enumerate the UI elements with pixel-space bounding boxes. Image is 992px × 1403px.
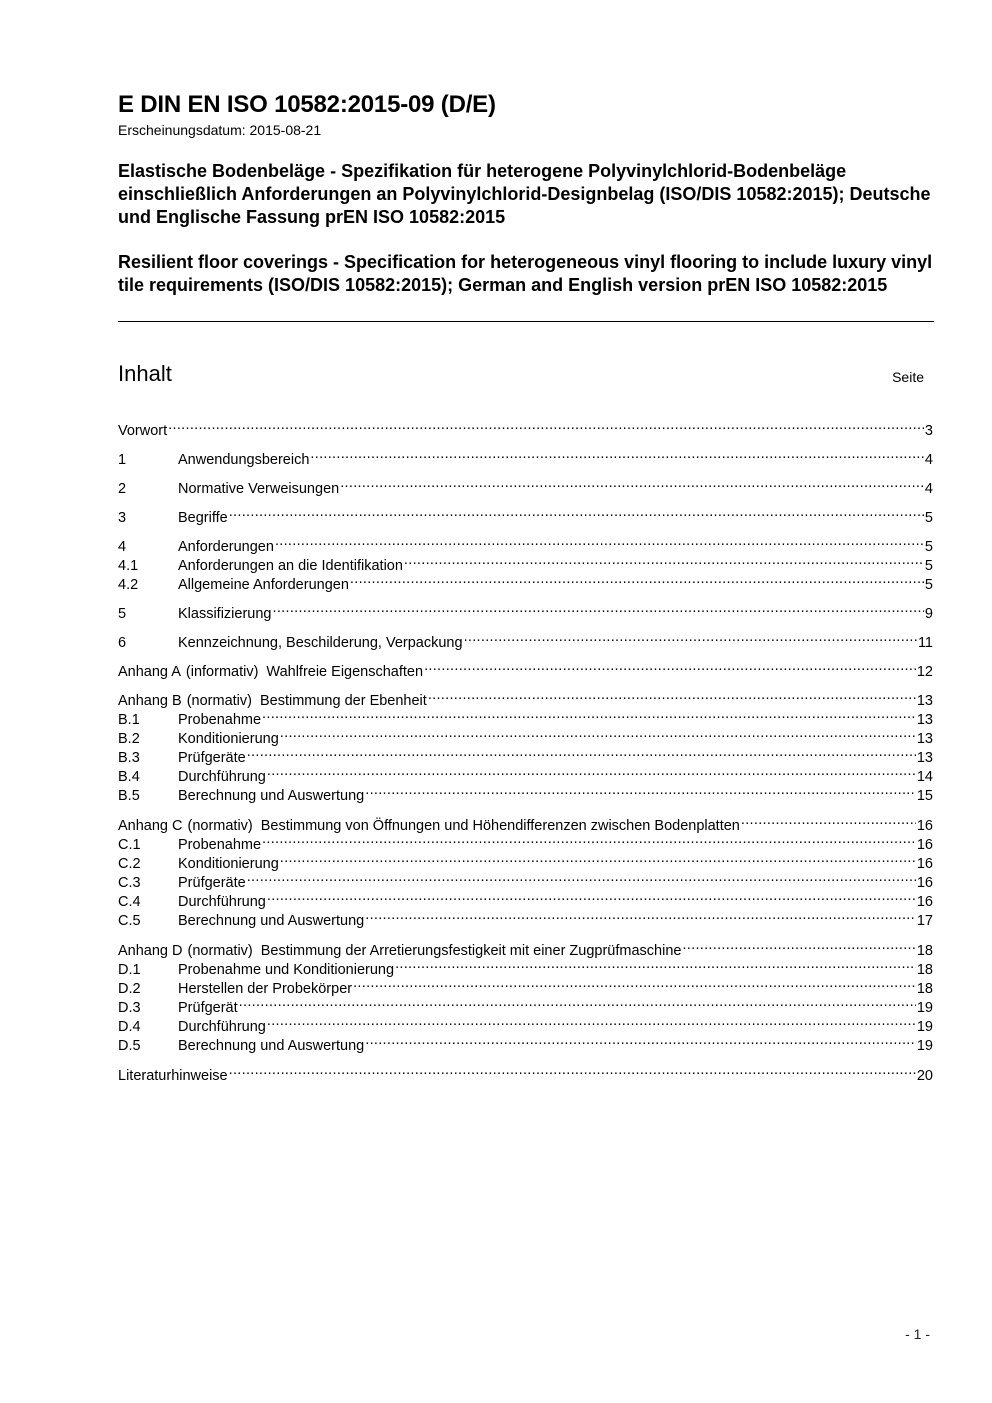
title-divider (118, 321, 934, 322)
toc-page-number: 3 (924, 423, 933, 439)
toc-section-number: 6 (118, 635, 127, 651)
toc-page-number: 9 (924, 606, 933, 622)
toc-annex-label: Anhang D (118, 943, 183, 959)
toc-entry[interactable] (118, 936, 933, 959)
title-english: Resilient floor coverings - Specification for heterogeneous vinyl flooring to include luxury vinyl tile requirements (ISO/DIS 10582:2015); German and English version prEN ISO 10582:2015 (118, 252, 933, 295)
toc-dot-leader (247, 743, 916, 762)
toc-entry[interactable] (118, 762, 933, 785)
toc-page-number: 18 (916, 981, 933, 997)
toc-section-number: B.4 (118, 769, 140, 785)
toc-section-title: Allgemeine Anforderungen (178, 577, 349, 593)
toc-annex-type: (normativ) (186, 693, 252, 709)
toc-section-number: 4.1 (118, 558, 139, 574)
toc-dot-leader (353, 974, 916, 993)
toc-section-number: 4.2 (118, 577, 139, 593)
toc-page-column-label: Seite (892, 369, 924, 385)
toc-entry[interactable] (118, 705, 933, 728)
toc-page-number: 13 (916, 731, 933, 747)
toc-page-number: 19 (916, 1000, 933, 1016)
toc-entry[interactable] (118, 781, 933, 804)
toc-page-number: 16 (916, 875, 933, 891)
toc-entry[interactable] (118, 955, 933, 978)
toc-dot-leader (262, 705, 916, 724)
toc-dot-leader (168, 416, 924, 435)
toc-section-title: Probenahme und Konditionierung (178, 962, 395, 978)
toc-entry[interactable] (118, 1061, 933, 1084)
toc-dot-leader (350, 570, 924, 589)
toc-dot-leader (229, 1061, 916, 1080)
toc-page-number: 5 (924, 558, 933, 574)
toc-section-title: Klassifizierung (178, 606, 272, 622)
toc-section-title: Begriffe (178, 510, 228, 526)
toc-page-number: 18 (916, 962, 933, 978)
toc-dot-leader (404, 551, 924, 570)
toc-section-title: Durchführung (178, 1019, 266, 1035)
toc-dot-leader (340, 474, 924, 493)
toc-section-title: Probenahme (178, 712, 262, 728)
toc-section-number: C.3 (118, 875, 141, 891)
toc-section-title: Prüfgerät (178, 1000, 238, 1016)
toc-dot-leader (267, 762, 916, 781)
toc-entry[interactable] (118, 474, 933, 497)
toc-section-title: Literaturhinweise (118, 1068, 228, 1084)
toc-section-title: Vorwort (118, 423, 168, 439)
toc-entry[interactable] (118, 599, 933, 622)
document-id: E DIN EN ISO 10582:2015-09 (D/E) (118, 91, 496, 118)
toc-page-number: 20 (916, 1068, 933, 1084)
toc-section-number: 4 (118, 539, 127, 555)
publication-date: Erscheinungsdatum: 2015-08-21 (118, 122, 322, 138)
toc-section-number: 1 (118, 452, 127, 468)
toc-section-title: Normative Verweisungen (178, 481, 340, 497)
toc-section-number: C.1 (118, 837, 141, 853)
toc-entry[interactable] (118, 849, 933, 872)
toc-entry[interactable] (118, 993, 933, 1016)
toc-section-title: Wahlfreie Eigenschaften (266, 664, 424, 680)
toc-section-title: Anforderungen an die Identifikation (178, 558, 403, 574)
toc-page-number: 4 (924, 481, 933, 497)
toc-section-number: 2 (118, 481, 127, 497)
toc-section-number: D.3 (118, 1000, 141, 1016)
toc-entry[interactable] (118, 743, 933, 766)
toc-section-title: Bestimmung der Ebenheit (259, 693, 427, 709)
toc-page-number: 15 (916, 788, 933, 804)
toc-entry[interactable] (118, 868, 933, 891)
toc-page-number: 5 (924, 539, 933, 555)
toc-dot-leader (229, 503, 924, 522)
toc-dot-leader (428, 686, 916, 705)
toc-section-title: Berechnung und Auswertung (178, 1038, 365, 1054)
toc-page-number: 13 (916, 750, 933, 766)
toc-section-title: Bestimmung von Öffnungen und Höhendifferenzen zwischen Bodenplatten (260, 818, 740, 834)
toc-section-number: D.5 (118, 1038, 141, 1054)
toc-section-number: C.2 (118, 856, 141, 872)
toc-section-title: Durchführung (178, 769, 266, 785)
toc-page-number: 5 (924, 577, 933, 593)
toc-section-number: 5 (118, 606, 127, 622)
toc-entry[interactable] (118, 974, 933, 997)
title-german: Elastische Bodenbeläge - Spezifikation für heterogene Polyvinylchlorid-Bodenbeläge einschließlich Anforderungen an Polyvinylchlorid-Designbelag (ISO/DIS 10582:2015); Deutsche und Englische Fassung prEN ISO 10582:2015 (118, 161, 931, 227)
toc-page-number: 19 (916, 1019, 933, 1035)
toc-page-number: 4 (924, 452, 933, 468)
toc-page-number: 19 (916, 1038, 933, 1054)
toc-section-title: Anwendungsbereich (178, 452, 310, 468)
toc-dot-leader (464, 628, 917, 647)
toc-annex-label: Anhang A (118, 664, 181, 680)
toc-section-title: Bestimmung der Arretierungsfestigkeit mit einer Zugprüfmaschine (260, 943, 682, 959)
toc-entry[interactable] (118, 811, 933, 834)
toc-section-number: C.4 (118, 894, 141, 910)
toc-entry[interactable] (118, 686, 933, 709)
toc-section-number: D.2 (118, 981, 141, 997)
toc-page-number: 16 (916, 818, 933, 834)
toc-section-number: 3 (118, 510, 127, 526)
toc-entry[interactable] (118, 532, 933, 555)
toc-section-title: Berechnung und Auswertung (178, 913, 365, 929)
toc-page-number: 13 (916, 712, 933, 728)
toc-page-number: 16 (916, 837, 933, 853)
toc-dot-leader (395, 955, 916, 974)
toc-dot-leader (273, 599, 924, 618)
toc-entry[interactable] (118, 416, 933, 439)
toc-entry[interactable] (118, 657, 933, 680)
toc-dot-leader (365, 781, 916, 800)
toc-dot-leader (682, 936, 915, 955)
toc-section-number: D.4 (118, 1019, 141, 1035)
toc-page-number: 12 (916, 664, 933, 680)
toc-dot-leader (741, 811, 916, 830)
toc-dot-leader (280, 724, 916, 743)
toc-section-title: Prüfgeräte (178, 750, 246, 766)
toc-entry[interactable] (118, 551, 933, 574)
toc-dot-leader (424, 657, 916, 676)
toc-section-number: B.3 (118, 750, 140, 766)
toc-page-number: 17 (916, 913, 933, 929)
toc-dot-leader (365, 1031, 916, 1050)
toc-dot-leader (247, 868, 916, 887)
toc-entry[interactable] (118, 830, 933, 853)
toc-section-title: Probenahme (178, 837, 262, 853)
toc-dot-leader (262, 830, 916, 849)
toc-section-number: C.5 (118, 913, 141, 929)
toc-section-number: B.5 (118, 788, 140, 804)
toc-page-number: 13 (916, 693, 933, 709)
toc-section-title: Kennzeichnung, Beschilderung, Verpackung (178, 635, 463, 651)
toc-entry[interactable] (118, 503, 933, 526)
toc-section-title: Anforderungen (178, 539, 274, 555)
toc-dot-leader (275, 532, 924, 551)
toc-dot-leader (310, 445, 924, 464)
toc-annex-type: (normativ) (187, 818, 253, 834)
toc-page-number: 14 (916, 769, 933, 785)
toc-section-title: Durchführung (178, 894, 266, 910)
toc-page-number: 18 (916, 943, 933, 959)
toc-heading: Inhalt (118, 361, 172, 386)
toc-annex-type: (normativ) (187, 943, 253, 959)
toc-annex-label: Anhang C (118, 818, 183, 834)
toc-dot-leader (365, 906, 916, 925)
toc-page-number: 16 (916, 894, 933, 910)
toc-page-number: 11 (917, 635, 933, 651)
toc-section-title: Herstellen der Probekörper (178, 981, 353, 997)
toc-section-title: Berechnung und Auswertung (178, 788, 365, 804)
toc-section-number: B.2 (118, 731, 140, 747)
toc-entry[interactable] (118, 445, 933, 468)
toc-page-number: 5 (924, 510, 933, 526)
toc-section-title: Prüfgeräte (178, 875, 246, 891)
toc-section-number: D.1 (118, 962, 141, 978)
toc-section-number: B.1 (118, 712, 140, 728)
toc-entry[interactable] (118, 1012, 933, 1035)
toc-entry[interactable] (118, 570, 933, 593)
toc-dot-leader (267, 887, 916, 906)
toc-entry[interactable] (118, 1031, 933, 1054)
toc-dot-leader (239, 993, 916, 1012)
page-number: - 1 - (905, 1326, 930, 1342)
toc-entry[interactable] (118, 906, 933, 929)
toc-page-number: 16 (916, 856, 933, 872)
toc-entry[interactable] (118, 887, 933, 910)
toc-annex-type: (informativ) (185, 664, 259, 680)
toc-section-title: Konditionierung (178, 731, 279, 747)
toc-entry[interactable] (118, 724, 933, 747)
toc-annex-label: Anhang B (118, 693, 182, 709)
toc-dot-leader (280, 849, 916, 868)
toc-entry[interactable] (118, 628, 933, 651)
toc-dot-leader (267, 1012, 916, 1031)
toc-section-title: Konditionierung (178, 856, 279, 872)
